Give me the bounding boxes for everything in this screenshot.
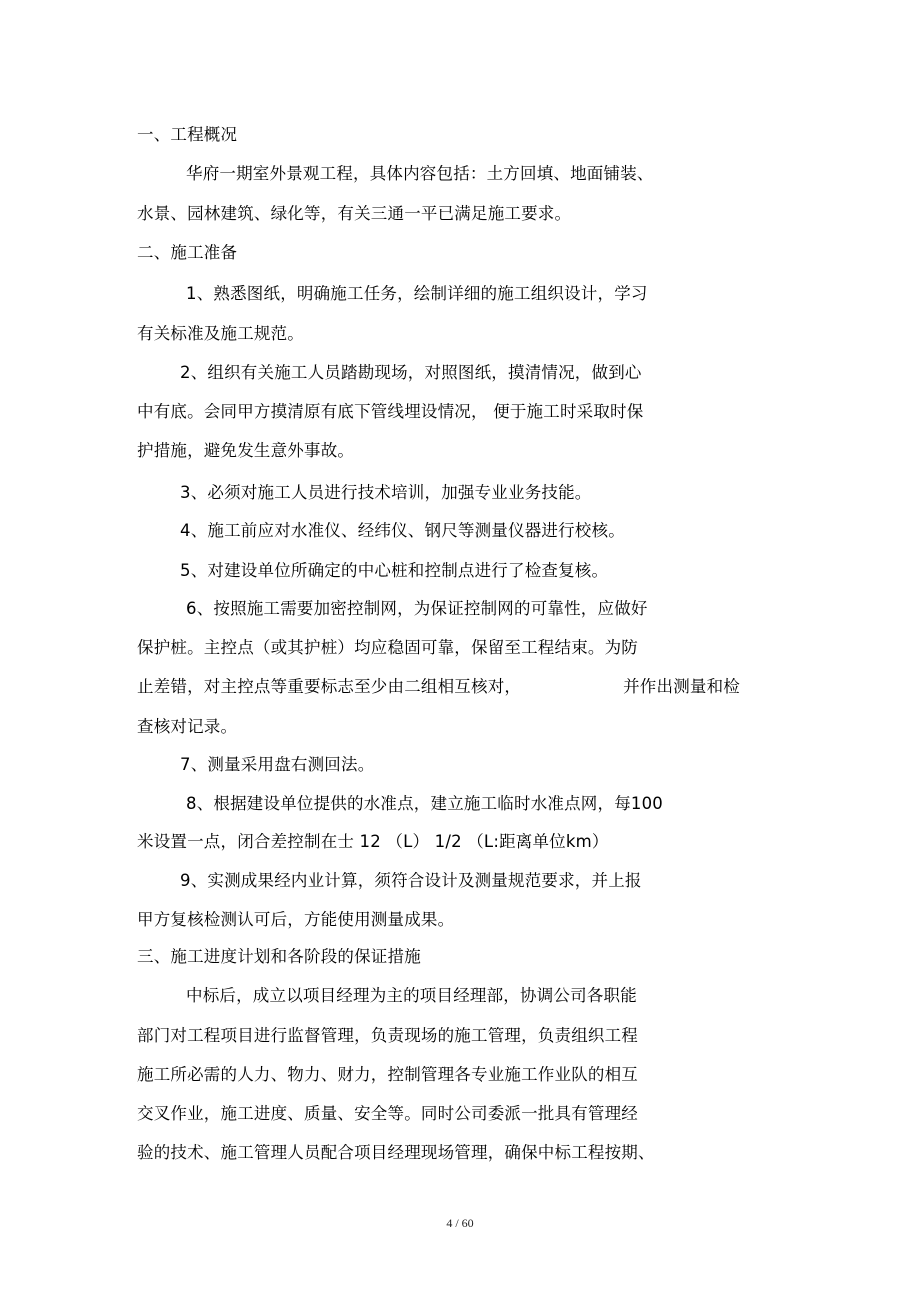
section-heading-overview: 一、工程概况 xyxy=(137,125,238,144)
list-item-line: 中有底。会同甲方摸清原有底下管线埋设情况， 便于施工时采取时保 xyxy=(137,402,644,421)
list-item-line: 8、根据建设单位提供的水准点，建立施工临时水准点网，每100 xyxy=(186,794,663,813)
paragraph-line: 华府一期室外景观工程，具体内容包括：土方回填、地面铺装、 xyxy=(186,164,654,183)
list-item-line: 7、测量采用盘右测回法。 xyxy=(180,755,375,774)
list-item-line xyxy=(137,676,740,698)
list-item-line: 6、按照施工需要加密控制网，为保证控制网的可靠性，应做好 xyxy=(186,599,648,618)
paragraph-line: 交叉作业，施工进度、质量、安全等。同时公司委派一批具有管理经 xyxy=(137,1104,638,1123)
list-item-line: 1、熟悉图纸，明确施工任务，绘制详细的施工组织设计，学习 xyxy=(186,284,648,303)
list-item-line: 甲方复核检测认可后，方能使用测量成果。 xyxy=(137,910,455,929)
section-heading-preparation: 二、施工准备 xyxy=(137,243,238,262)
list-item-line: 9、实测成果经内业计算，须符合设计及测量规范要求，并上报 xyxy=(180,871,642,890)
list-item-line: 护措施，避免发生意外事故。 xyxy=(137,441,355,460)
list-item-line: 有关标准及施工规范。 xyxy=(137,324,304,343)
list-item-line: 查核对记录。 xyxy=(137,717,238,736)
list-item-line: 2、组织有关施工人员踏勘现场，对照图纸，摸清情况，做到心 xyxy=(180,363,642,382)
list-item-line: 保护桩。主控点（或其护桩）均应稳固可靠，保留至工程结束。为防 xyxy=(137,638,638,657)
section-heading-schedule: 三、施工进度计划和各阶段的保证措施 xyxy=(137,947,421,966)
paragraph-line: 验的技术、施工管理人员配合项目经理现场管理，确保中标工程按期、 xyxy=(137,1143,655,1162)
page-number: 4 / 60 xyxy=(446,1216,474,1230)
paragraph-line: 水景、园林建筑、绿化等，有关三通一平已满足施工要求。 xyxy=(137,204,572,223)
paragraph-line: 部门对工程项目进行监督管理，负责现场的施工管理，负责组织工程 xyxy=(137,1026,638,1045)
paragraph-line: 中标后，成立以项目经理为主的项目经理部，协调公司各职能 xyxy=(186,986,637,1005)
list-item-line-part: 止差错，对主控点等重要标志至少由二组相互核对， xyxy=(137,677,522,696)
list-item-line: 米设置一点，闭合差控制在士 12 （L） 1/2 （L:距离单位km） xyxy=(137,832,609,851)
list-item-line: 4、施工前应对水准仪、经纬仪、钢尺等测量仪器进行校核。 xyxy=(180,521,625,540)
list-item-line-part: 并作出测量和检 xyxy=(623,677,741,696)
paragraph-line: 施工所必需的人力、物力、财力，控制管理各专业施工作业队的相互 xyxy=(137,1065,638,1084)
list-item-line: 3、必须对施工人员进行技术培训，加强专业业务技能。 xyxy=(180,483,592,502)
list-item-line: 5、对建设单位所确定的中心桩和控制点进行了检查复核。 xyxy=(180,561,609,580)
